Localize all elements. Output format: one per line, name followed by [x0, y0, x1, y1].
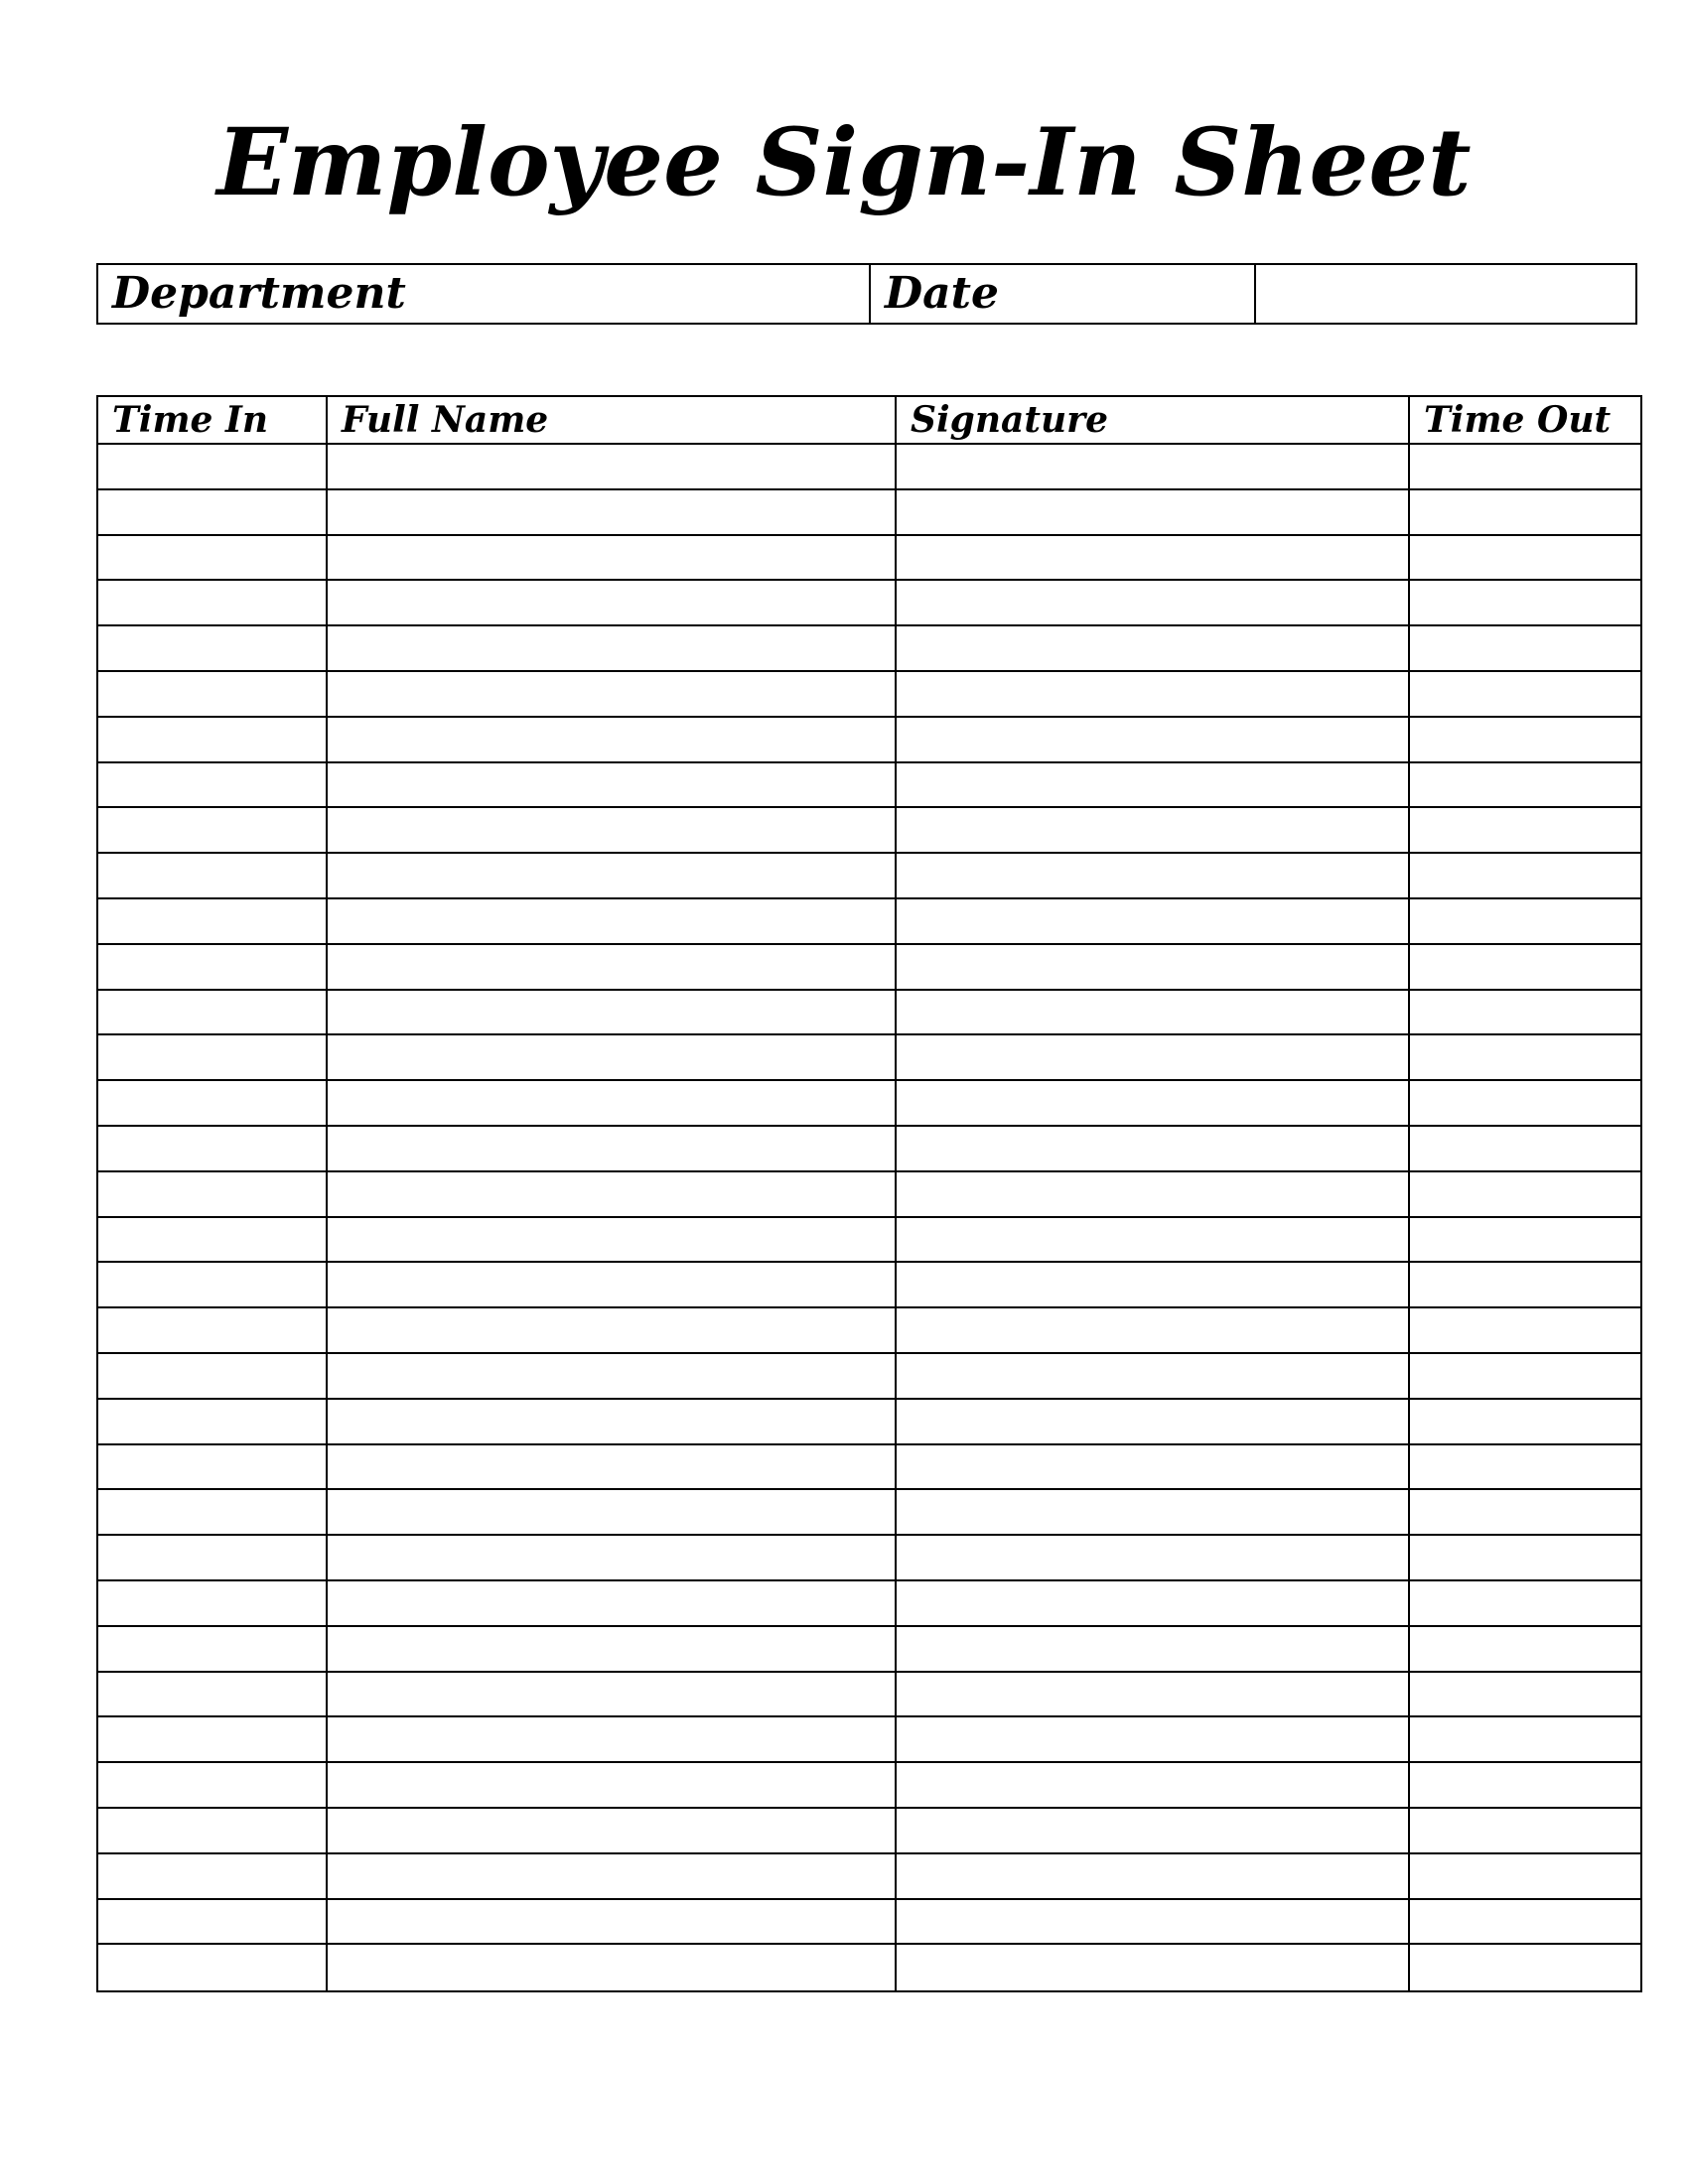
sheet-title: Employee Sign-In Sheet	[216, 108, 1472, 217]
time-in-cell[interactable]	[98, 718, 328, 761]
table-row	[98, 808, 1640, 854]
signature-cell[interactable]	[897, 718, 1410, 761]
table-row	[98, 1035, 1640, 1081]
header-time-out: Time Out	[1424, 399, 1612, 441]
time-out-cell[interactable]	[1410, 1900, 1640, 1944]
full-name-cell[interactable]	[328, 1308, 897, 1352]
table-row	[98, 1945, 1640, 1990]
table-row	[98, 1627, 1640, 1673]
time-out-cell[interactable]	[1410, 1263, 1640, 1306]
time-in-cell[interactable]	[98, 1627, 328, 1671]
time-out-cell[interactable]	[1410, 1308, 1640, 1352]
full-name-cell[interactable]	[328, 991, 897, 1034]
time-in-cell[interactable]	[98, 581, 328, 624]
signature-cell[interactable]	[897, 536, 1410, 580]
signature-cell[interactable]	[897, 1900, 1410, 1944]
header-full-name: Full Name	[328, 397, 897, 443]
table-row	[98, 1081, 1640, 1127]
time-out-cell[interactable]	[1410, 1081, 1640, 1125]
time-out-cell[interactable]	[1410, 1536, 1640, 1579]
sign-in-table	[96, 395, 1642, 1992]
table-row	[98, 945, 1640, 991]
time-out-cell[interactable]	[1410, 1127, 1640, 1170]
table-row	[98, 1673, 1640, 1718]
signature-cell[interactable]	[897, 808, 1410, 852]
time-in-cell[interactable]	[98, 808, 328, 852]
full-name-cell[interactable]	[328, 1400, 897, 1443]
time-in-cell[interactable]	[98, 1763, 328, 1807]
signature-cell[interactable]	[897, 945, 1410, 989]
full-name-cell[interactable]	[328, 1717, 897, 1761]
signature-cell[interactable]	[897, 1717, 1410, 1761]
full-name-cell[interactable]	[328, 1263, 897, 1306]
time-in-cell[interactable]	[98, 1536, 328, 1579]
table-row	[98, 581, 1640, 626]
time-in-cell[interactable]	[98, 1581, 328, 1625]
signature-cell[interactable]	[897, 1945, 1410, 1990]
full-name-cell[interactable]	[328, 1081, 897, 1125]
full-name-cell[interactable]	[328, 672, 897, 716]
time-out-cell[interactable]	[1410, 1172, 1640, 1216]
full-name-cell[interactable]	[328, 854, 897, 897]
time-in-cell[interactable]	[98, 1218, 328, 1262]
department-field[interactable]	[98, 265, 869, 323]
time-in-cell[interactable]	[98, 1854, 328, 1898]
signature-cell[interactable]	[897, 1809, 1410, 1852]
full-name-cell[interactable]	[328, 445, 897, 488]
time-in-cell[interactable]	[98, 490, 328, 534]
time-in-cell[interactable]	[98, 991, 328, 1034]
full-name-cell[interactable]	[328, 1809, 897, 1852]
time-in-cell[interactable]	[98, 899, 328, 943]
full-name-cell[interactable]	[328, 1172, 897, 1216]
time-out-cell[interactable]	[1410, 763, 1640, 807]
time-in-cell[interactable]	[98, 1945, 328, 1990]
time-out-cell[interactable]	[1410, 1809, 1640, 1852]
date-field[interactable]	[1254, 265, 1635, 323]
time-out-cell[interactable]	[1410, 1218, 1640, 1262]
time-out-cell[interactable]	[1410, 991, 1640, 1034]
signature-cell[interactable]	[897, 899, 1410, 943]
full-name-cell[interactable]	[328, 490, 897, 534]
time-out-cell[interactable]	[1410, 1717, 1640, 1761]
signature-cell[interactable]	[897, 1035, 1410, 1079]
full-name-cell[interactable]	[328, 626, 897, 670]
full-name-cell[interactable]	[328, 945, 897, 989]
signature-cell[interactable]	[897, 1445, 1410, 1489]
time-out-cell[interactable]	[1410, 1400, 1640, 1443]
full-name-cell[interactable]	[328, 1945, 897, 1990]
time-in-cell[interactable]	[98, 1308, 328, 1352]
signature-cell[interactable]	[897, 1218, 1410, 1262]
table-row	[98, 1854, 1640, 1900]
full-name-cell[interactable]	[328, 1445, 897, 1489]
full-name-cell[interactable]	[328, 1854, 897, 1898]
full-name-cell[interactable]	[328, 718, 897, 761]
time-out-cell[interactable]	[1410, 1627, 1640, 1671]
table-row	[98, 672, 1640, 718]
table-row	[98, 1900, 1640, 1946]
date-label-cell	[869, 265, 1254, 323]
full-name-cell[interactable]	[328, 1673, 897, 1716]
table-row	[98, 1400, 1640, 1445]
full-name-cell[interactable]	[328, 1627, 897, 1671]
time-in-cell[interactable]	[98, 1490, 328, 1534]
time-in-cell[interactable]	[98, 1445, 328, 1489]
table-row	[98, 536, 1640, 582]
time-in-cell[interactable]	[98, 445, 328, 488]
time-out-cell[interactable]	[1410, 1673, 1640, 1716]
full-name-cell[interactable]	[328, 1035, 897, 1079]
table-row	[98, 718, 1640, 763]
table-row	[98, 626, 1640, 672]
time-out-cell[interactable]	[1410, 1490, 1640, 1534]
signature-cell[interactable]	[897, 1581, 1410, 1625]
time-in-cell[interactable]	[98, 1172, 328, 1216]
signature-cell[interactable]	[897, 1536, 1410, 1579]
table-row	[98, 1717, 1640, 1763]
table-row	[98, 1172, 1640, 1218]
table-row	[98, 1581, 1640, 1627]
signature-cell[interactable]	[897, 1308, 1410, 1352]
signature-cell[interactable]	[897, 1400, 1410, 1443]
table-row	[98, 1536, 1640, 1581]
full-name-cell[interactable]	[328, 1536, 897, 1579]
time-in-cell[interactable]	[98, 854, 328, 897]
time-in-cell[interactable]	[98, 1809, 328, 1852]
signature-cell[interactable]	[897, 672, 1410, 716]
time-out-cell[interactable]	[1410, 945, 1640, 989]
full-name-cell[interactable]	[328, 899, 897, 943]
time-in-cell[interactable]	[98, 672, 328, 716]
time-out-cell[interactable]	[1410, 1854, 1640, 1898]
time-out-cell[interactable]	[1410, 581, 1640, 624]
table-row	[98, 991, 1640, 1036]
time-out-cell[interactable]	[1410, 1945, 1640, 1990]
table-row	[98, 1445, 1640, 1491]
time-out-cell[interactable]	[1410, 1354, 1640, 1398]
signature-cell[interactable]	[897, 991, 1410, 1034]
time-out-cell[interactable]	[1410, 854, 1640, 897]
signature-cell[interactable]	[897, 1763, 1410, 1807]
signature-cell[interactable]	[897, 1263, 1410, 1306]
time-out-cell[interactable]	[1410, 899, 1640, 943]
time-out-cell[interactable]	[1410, 1035, 1640, 1079]
signature-cell[interactable]	[897, 1490, 1410, 1534]
signature-cell[interactable]	[897, 490, 1410, 534]
time-out-cell[interactable]	[1410, 536, 1640, 580]
department-date-bar	[96, 263, 1637, 325]
full-name-cell[interactable]	[328, 1490, 897, 1534]
full-name-cell[interactable]	[328, 1900, 897, 1944]
time-out-cell[interactable]	[1410, 718, 1640, 761]
signature-cell[interactable]	[897, 626, 1410, 670]
table-row	[98, 1490, 1640, 1536]
time-out-cell[interactable]	[1410, 1581, 1640, 1625]
date-label: Date	[885, 268, 999, 319]
time-out-cell[interactable]	[1410, 626, 1640, 670]
table-row	[98, 1354, 1640, 1400]
time-out-cell[interactable]	[1410, 445, 1640, 488]
full-name-cell[interactable]	[328, 1763, 897, 1807]
table-header-row	[98, 397, 1640, 445]
time-in-cell[interactable]	[98, 626, 328, 670]
full-name-cell[interactable]	[328, 581, 897, 624]
table-row	[98, 1218, 1640, 1264]
department-label: Department	[112, 268, 406, 319]
full-name-cell[interactable]	[328, 1127, 897, 1170]
time-in-cell[interactable]	[98, 1354, 328, 1398]
signature-cell[interactable]	[897, 1673, 1410, 1716]
header-signature: Signature	[897, 397, 1410, 443]
time-out-cell[interactable]	[1410, 1763, 1640, 1807]
time-in-cell[interactable]	[98, 1035, 328, 1079]
signature-cell[interactable]	[897, 1081, 1410, 1125]
table-row	[98, 1127, 1640, 1172]
full-name-cell[interactable]	[328, 1581, 897, 1625]
full-name-cell[interactable]	[328, 536, 897, 580]
table-row	[98, 1763, 1640, 1809]
time-in-cell[interactable]	[98, 536, 328, 580]
signature-cell[interactable]	[897, 445, 1410, 488]
full-name-cell[interactable]	[328, 763, 897, 807]
full-name-cell[interactable]	[328, 1218, 897, 1262]
table-row	[98, 490, 1640, 536]
time-in-cell[interactable]	[98, 1081, 328, 1125]
time-in-cell[interactable]	[98, 1127, 328, 1170]
table-row	[98, 445, 1640, 490]
table-row	[98, 854, 1640, 899]
full-name-cell[interactable]	[328, 808, 897, 852]
signature-cell[interactable]	[897, 1354, 1410, 1398]
signature-cell[interactable]	[897, 1627, 1410, 1671]
time-in-cell[interactable]	[98, 945, 328, 989]
time-in-cell[interactable]	[98, 1900, 328, 1944]
table-row	[98, 1263, 1640, 1308]
time-out-cell[interactable]	[1410, 1445, 1640, 1489]
table-row	[98, 899, 1640, 945]
signature-cell[interactable]	[897, 1172, 1410, 1216]
full-name-cell[interactable]	[328, 1354, 897, 1398]
header-time-in: Time In	[98, 397, 328, 443]
time-in-cell[interactable]	[98, 1717, 328, 1761]
signature-cell[interactable]	[897, 1127, 1410, 1170]
time-out-cell[interactable]	[1410, 490, 1640, 534]
time-in-cell[interactable]	[98, 1673, 328, 1716]
table-row	[98, 1308, 1640, 1354]
signature-cell[interactable]	[897, 1854, 1410, 1898]
time-in-cell[interactable]	[98, 763, 328, 807]
signature-cell[interactable]	[897, 854, 1410, 897]
signature-cell[interactable]	[897, 581, 1410, 624]
table-row	[98, 763, 1640, 809]
signature-cell[interactable]	[897, 763, 1410, 807]
time-out-cell[interactable]	[1410, 808, 1640, 852]
time-in-cell[interactable]	[98, 1400, 328, 1443]
table-row	[98, 1809, 1640, 1854]
time-out-cell[interactable]	[1410, 672, 1640, 716]
time-in-cell[interactable]	[98, 1263, 328, 1306]
